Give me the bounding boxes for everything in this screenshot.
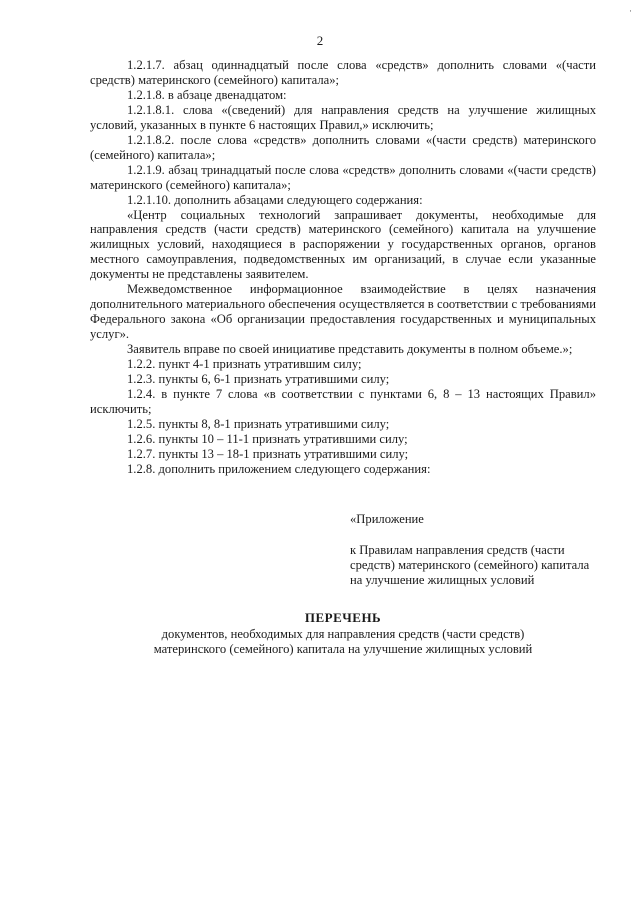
paragraph-1-2-3: 1.2.3. пункты 6, 6-1 признать утратившими силу; [127, 372, 390, 387]
paragraph-1-2-8: 1.2.8. дополнить приложением следующего содержания: [127, 461, 431, 476]
paragraph-1-2-7: 1.2.7. пункты 13 – 18-1 признать утратившими силу; [127, 446, 409, 461]
appendix-title: «Приложение [350, 512, 424, 526]
corner-mark: · [629, 6, 632, 16]
document-title-block [90, 610, 596, 657]
body-text [90, 58, 596, 477]
paragraph-1-2-1-7: 1.2.1.7. абзац одиннадцатый после слова «средств» дополнить словами «(части средств) материнского (семейного) капитала»; [90, 58, 596, 87]
document-title-subtitle: документов, необходимых для направления средств (части средств) материнского (семейного) капитала на улучшение жилищных условий [153, 627, 533, 656]
paragraph-interagency: Межведомственное информационное взаимодействие в целях назначения дополнительного материального обеспечения осуществляется в соответствии с требованиями Федерального закона «Об организации предоставления государственных и муниципальных услуг». [90, 282, 596, 342]
appendix-reference: к Правилам направления средств (части средств) материнского (семейного) капитала на улучшение жилищных условий [350, 543, 590, 587]
paragraph-1-2-1-8-2: 1.2.1.8.2. после слова «средств» дополнить словами «(части средств) материнского (семейного) капитала»; [90, 132, 596, 162]
paragraph-applicant: Заявитель вправе по своей инициативе представить документы в полном объеме.»; [127, 342, 573, 357]
paragraph-1-2-4: 1.2.4. в пункте 7 слова «в соответствии с пунктами 6, 8 – 13 настоящих Правил» исключить; [90, 386, 596, 416]
paragraph-1-2-1-9: 1.2.1.9. абзац тринадцатый после слова «средств» дополнить словами «(части средств) материнского (семейного) капитала»; [90, 162, 596, 192]
paragraph-1-2-5: 1.2.5. пункты 8, 8-1 признать утратившими силу; [127, 416, 390, 431]
paragraph-1-2-6: 1.2.6. пункты 10 – 11-1 признать утратившими силу; [127, 431, 408, 446]
appendix-block [350, 512, 590, 588]
paragraph-1-2-1-8: 1.2.1.8. в абзаце двенадцатом: [127, 87, 287, 102]
paragraph-center-request: «Центр социальных технологий запрашивает документы, необходимые для направления средств (части средств) материнского (семейного) капитала на улучшение жилищных условий, находящиеся в распоряжении у государственных органов, органов местного самоуправления, подведомственных им организаций, в случае если указанные документы не представлены заявителем. [90, 207, 596, 282]
paragraph-1-2-1-10: 1.2.1.10. дополнить абзацами следующего содержания: [127, 192, 423, 207]
page-number: 2 [316, 33, 324, 48]
paragraph-1-2-2: 1.2.2. пункт 4-1 признать утратившим силу; [127, 357, 362, 372]
document-title-heading: ПЕРЕЧЕНЬ [304, 610, 382, 625]
paragraph-1-2-1-8-1: 1.2.1.8.1. слова «(сведений) для направления средств на улучшение жилищных условий, указанных в пункте 6 настоящих Правил,» исключить; [90, 102, 596, 132]
